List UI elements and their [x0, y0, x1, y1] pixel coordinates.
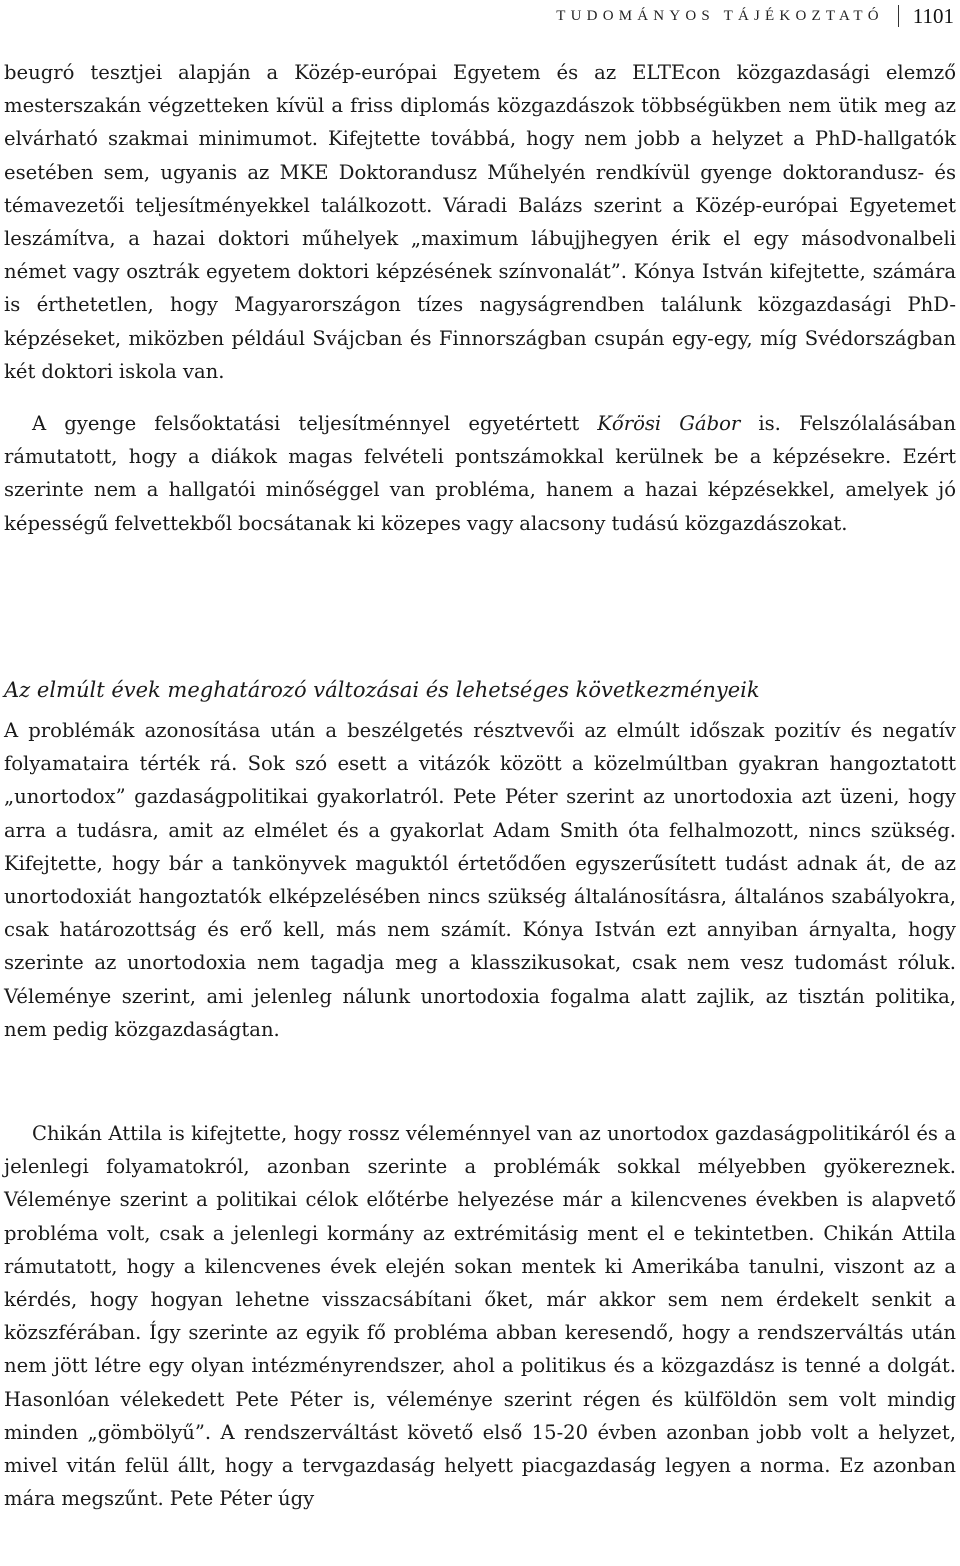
running-head: [556, 4, 954, 28]
page-number: 1101: [912, 3, 954, 28]
paragraph-2-after: is. Felszólalásában rámutatott, hogy a diákok magas felvételi pontszámokkal kerülnek be a képzésekre. Ezért szerinte nem a hallgatói minőséggel van probléma, hanem a hazai képzésekkel, amelyek jó képességű felvettekből bocsátanak ki közepes vagy alacsony tudású közgazdászokat.: [4, 412, 956, 535]
paragraph-3: A problémák azonosítása után a beszélgetés résztvevői az elmúlt időszak pozitív és negatív folyamataira térték rá. Sok szó esett a vitázók között a közelmúltban gyakran hangoztatott „unortodox” gazdaságpolitikai gyakorlatról. Pete Péter szerint az unortodoxia azt üzeni, hogy arra a tudásra, amit az elmélet és a gyakorlat Adam Smith óta felhalmozott, nincs szükség. Kifejtette, hogy bár a tankönyvek maguktól értetődően egyszerűsített tudást adnak át, de az unortodoxiát hangoztatók elképzelésében nincs szükség általánosításra, általános szabályokra, csak határozottság és erő kell, más nem számít. Kónya István ezt annyiban árnyalta, hogy szerinte az unortodoxia nem tagadja meg a klasszikusokat, csak nem vesz tudomást róluk. Véleménye szerint, ami jelenleg nálunk unortodoxia fogalma alatt zajlik, az tisztán politika, nem pedig közgazdaságtan.: [4, 719, 956, 1041]
paragraph-2-before: A gyenge felsőoktatási teljesítménnyel egyetértett: [32, 412, 598, 435]
section-heading: Az elmúlt évek meghatározó változásai és lehetséges következményeik: [4, 678, 760, 702]
page: [4, 0, 956, 1566]
paragraph-1: beugró tesztjei alapján a Közép-európai Egyetem és az ELTEcon közgazdasági elemző mesterszakán végzetteken kívül a friss diplomás közgazdászok többségükben nem ütik meg az elvárható szakmai minimumot. Kifejtette továbbá, hogy nem jobb a helyzet a PhD-hallgatók esetében sem, ugyanis az MKE Doktorandusz Műhelyén rendkívül gyenge doktorandusz- és témavezetői teljesítményekkel találkozott. Váradi Balázs szerint a Közép-európai Egyetemet leszámítva, a hazai doktori műhelyek „maximum lábujjhegyen érik el egy másodvonalbeli német vagy osztrák egyetem doktori képzésének színvonalát”. Kónya István kifejtette, számára is érthetetlen, hogy Magyarországon tízes nagyságrendben találunk közgazdasági PhD-képzéseket, miközben például Svájcban és Finnországban csupán egy-egy, míg Svédországban két doktori iskola van.: [4, 61, 956, 383]
paragraph-4: Chikán Attila is kifejtette, hogy rossz véleménnyel van az unortodox gazdaságpolitikáról és a jelenlegi folyamatokról, azonban szerinte a problémák sokkal mélyebben gyökereznek. Véleménye szerint a politikai célok előtérbe helyezése már a kilencvenes években is alapvető probléma volt, csak a jelenlegi kormány az extrémitásig ment el e tekintetben. Chikán Attila rámutatott, hogy a kilencvenes évek elején sokan mentek ki Amerikába tanulni, viszont az a kérdés, hogy hogyan lehetne visszacsábítani őket, már akkor sem nem érdekelt senkit a közszférában. Így szerinte az egyik fő probléma abban keresendő, hogy a rendszerváltás után nem jött létre egy olyan intézményrendszer, ahol a politikus és a közgazdász is tenné a dolgát. Hasonlóan vélekedett Pete Péter is, véleménye szerint régen és külföldön sem volt mindig minden „gömbölyű”. A rendszerváltást követő első 15-20 évben azonban jobb volt a helyzet, mivel vitán felül állt, hogy a tervgazdaság helyett piacgazdaság legyen a norma. Ez azonban mára megszűnt. Pete Péter úgy: [4, 1122, 956, 1511]
paragraph-2: [4, 407, 956, 540]
journal-title: TUDOMÁNYOS TÁJÉKOZTATÓ: [556, 7, 884, 24]
person-name-korosi: Kőrösi Gábor: [597, 412, 741, 435]
